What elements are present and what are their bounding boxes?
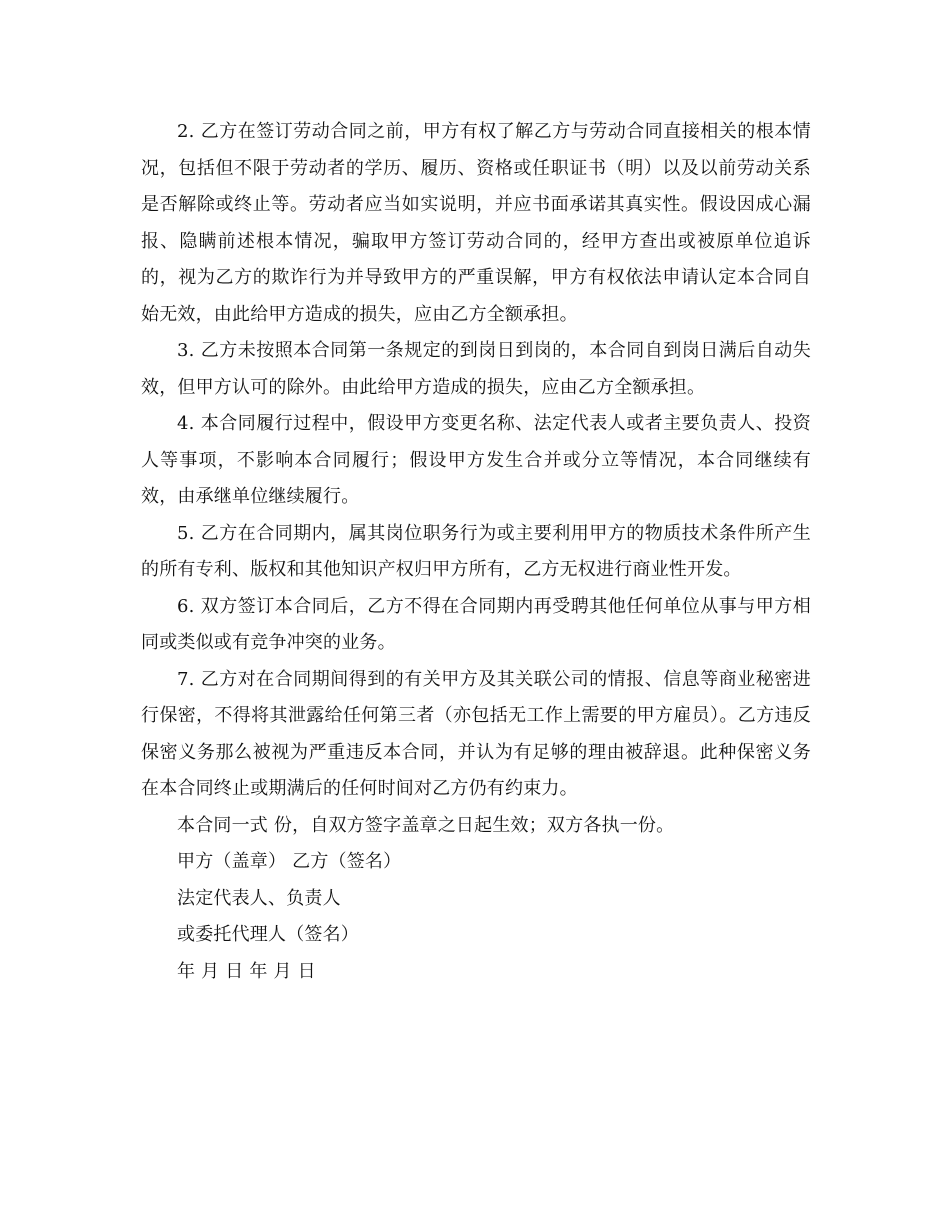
signature-representative: 法定代表人、负责人 (177, 887, 341, 909)
clause-2: 2. 乙方在签订劳动合同之前，甲方有权了解乙方与劳动合同直接相关的根本情况，包括但不限于劳动者的学历、履历、资格或任职证书（明）以及以前劳动关系是否解除或终止等。劳动者应当如实说明，并应书面承诺其真实性。假设因成心漏报、隐瞒前述根本情况，骗取甲方签订劳动合同的，经甲方查出或被原单位追诉的，视为乙方的欺诈行为并导致甲方的严重误解，甲方有权依法申请认定本合同自始无效，由此给甲方造成的损失，应由乙方全额承担。 (141, 121, 811, 325)
clause-7: 7. 乙方对在合同期间得到的有关甲方及其关联公司的情报、信息等商业秘密进行保密，不得将其泄露给任何第三者（亦包括无工作上需要的甲方雇员）。乙方违反保密义务那么被视为严重违反本合同，并认为有足够的理由被辞退。此种保密义务在本合同终止或期满后的任何时间对乙方仍有约束力。 (141, 668, 811, 799)
signature-dates: 年 月 日 年 月 日 (177, 960, 316, 982)
clause-5: 5. 乙方在合同期内，属其岗位职务行为或主要利用甲方的物质技术条件所产生的所有专利、版权和其他知识产权归甲方所有，乙方无权进行商业性开发。 (141, 522, 811, 580)
contract-body (141, 114, 811, 990)
signature-parties: 甲方（盖章） 乙方（签名） (177, 851, 402, 872)
signature-agent: 或委托代理人（签名） (177, 924, 359, 945)
copies-statement: 本合同一式 份，自双方签字盖章之日起生效；双方各执一份。 (177, 814, 675, 836)
clause-4: 4. 本合同履行过程中，假设甲方变更名称、法定代表人或者主要负责人、投资人等事项，不影响本合同履行；假设甲方发生合并或分立等情况，本合同继续有效，由承继单位继续履行。 (141, 413, 811, 507)
clause-3: 3. 乙方未按照本合同第一条规定的到岗日到岗的，本合同自到岗日满后自动失效，但甲方认可的除外。由此给甲方造成的损失，应由乙方全额承担。 (141, 340, 811, 398)
clause-6: 6. 双方签订本合同后，乙方不得在合同期内再受聘其他任何单位从事与甲方相同或类似或有竞争冲突的业务。 (141, 595, 811, 653)
